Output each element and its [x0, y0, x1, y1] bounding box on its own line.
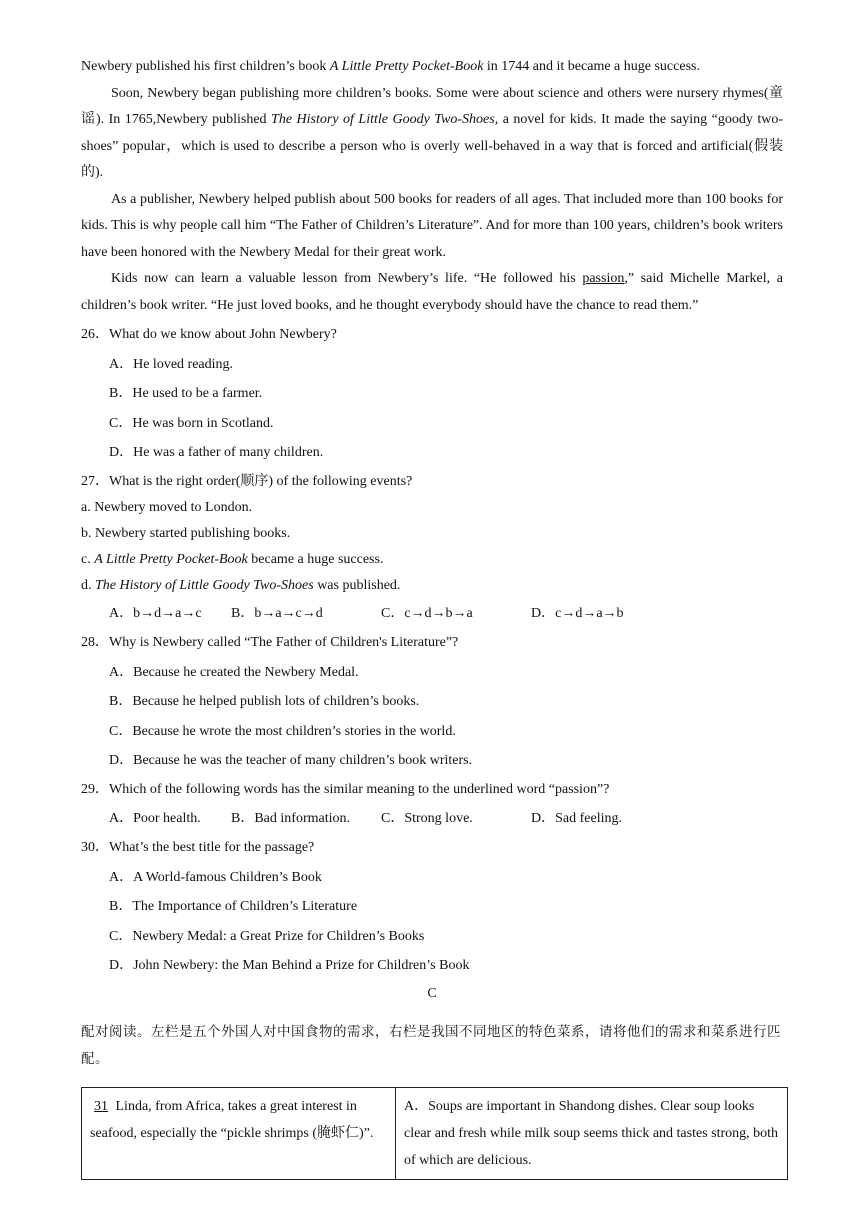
question-stem: 27．What is the right order(顺序) of the following events?: [81, 474, 413, 489]
book-title: A Little Pretty Pocket-Book: [94, 552, 248, 567]
question-stem: 26．What do we know about John Newbery?: [81, 327, 337, 342]
matching-table: [81, 1087, 788, 1180]
passage-paragraph: [81, 266, 783, 319]
answer-blank[interactable]: 31: [94, 1098, 108, 1114]
answer-option: A．He loved reading.: [109, 356, 234, 372]
text-run: Kids now can learn a valuable lesson from Newbery’s life. “He followed his: [111, 271, 583, 286]
text-run: became a huge success.: [247, 552, 384, 567]
question-stem: 28．Why is Newbery called “The Father of Children's Literature”?: [81, 635, 459, 650]
event-item: [81, 550, 783, 570]
event-item: a. Newbery moved to London.: [81, 500, 253, 515]
answer-option: A．Because he created the Newbery Medal.: [109, 664, 359, 680]
answer-option: A．Poor health.: [109, 811, 201, 826]
text-run: a novel for kids. It made the saying “goody two-shoes” popular，which is used to describe a person who is overly well-behaved in a way that is forced and artificial(假装的).: [81, 112, 784, 180]
answer-option: B．Bad information.: [231, 811, 350, 826]
answer-option: A．A World-famous Children’s Book: [109, 869, 322, 885]
answer-option: B．The Importance of Children’s Literature: [109, 899, 358, 914]
table-cell-left: [82, 1087, 396, 1179]
event-item: [81, 576, 783, 596]
table-cell-right: A．Soups are important in Shandong dishes. Clear soup looks clear and fresh while milk soup seems thick and tastes strong, both of which are delicious.: [396, 1087, 788, 1179]
answer-option: C．c→d→b→a: [381, 606, 473, 621]
option-row: [81, 809, 783, 829]
section-heading: C: [427, 986, 437, 1001]
event-item: b. Newbery started publishing books.: [81, 526, 291, 541]
answer-option: C．Newbery Medal: a Great Prize for Children’s Books: [109, 928, 425, 944]
text-run: d.: [81, 578, 95, 593]
answer-option: D．John Newbery: the Man Behind a Prize for Children’s Book: [109, 958, 470, 973]
answer-option: C．Because he wrote the most children’s stories in the world.: [109, 723, 456, 739]
document-page: [81, 54, 783, 1180]
answer-option: A．b→d→a→c: [109, 606, 202, 621]
question-stem: 30．What’s the best title for the passage?: [81, 840, 315, 855]
answer-option: B．He used to be a farmer.: [109, 386, 263, 401]
text-run: Soon, Newbery began publishing more children’s books. Some were about science and others were nursery rhymes(童谣). In 1765,Newbery published: [81, 85, 783, 127]
passage-paragraph: As a publisher, Newbery helped publish about 500 books for readers of all ages. That included more than 100 books for kids. This is why people call him “The Father of Children’s Literature”. And for more than 100 years, children’s book writers have been honored with the Newbery Medal for their great work.: [81, 191, 783, 260]
book-title: The History of Little Goody Two-Shoes,: [271, 112, 499, 127]
answer-option: B．b→a→c→d: [231, 606, 323, 621]
text-run: Newbery published his first children’s book: [81, 59, 330, 74]
table-row: [82, 1087, 788, 1179]
option-row: [81, 604, 783, 624]
section-instructions: 配对阅读。左栏是五个外国人对中国食物的需求，右栏是我国不同地区的特色菜系，请将他们的需求和菜系进行匹配。: [81, 1024, 781, 1067]
underlined-word: passion: [582, 271, 625, 286]
text-run: c.: [81, 552, 95, 567]
answer-option: D．Sad feeling.: [531, 811, 622, 826]
text-run: in 1744 and it became a huge success.: [483, 59, 700, 74]
answer-option: B．Because he helped publish lots of children’s books.: [109, 694, 420, 709]
answer-option: C．He was born in Scotland.: [109, 415, 274, 431]
text-run: ,” said Michelle Markel, a children’s book writer. “He just loved books, and he thought everybody should have the chance to read them.”: [81, 271, 783, 313]
answer-option: C．Strong love.: [381, 811, 473, 826]
book-title: A Little Pretty Pocket-Book: [329, 59, 484, 74]
answer-option: D．He was a father of many children.: [109, 445, 324, 460]
book-title: The History of Little Goody Two-Shoes: [95, 578, 314, 593]
question-stem: 29．Which of the following words has the similar meaning to the underlined word “passion”?: [81, 782, 610, 797]
cell-text: Linda, from Africa, takes a great interest in seafood, especially the “pickle shrimps (腌虾仁)”.: [90, 1098, 374, 1141]
text-run: was published.: [313, 578, 401, 593]
passage-paragraph: [81, 81, 783, 187]
passage-paragraph: [81, 54, 783, 81]
answer-option: D．c→d→a→b: [531, 606, 624, 621]
answer-option: D．Because he was the teacher of many children’s book writers.: [109, 753, 473, 768]
